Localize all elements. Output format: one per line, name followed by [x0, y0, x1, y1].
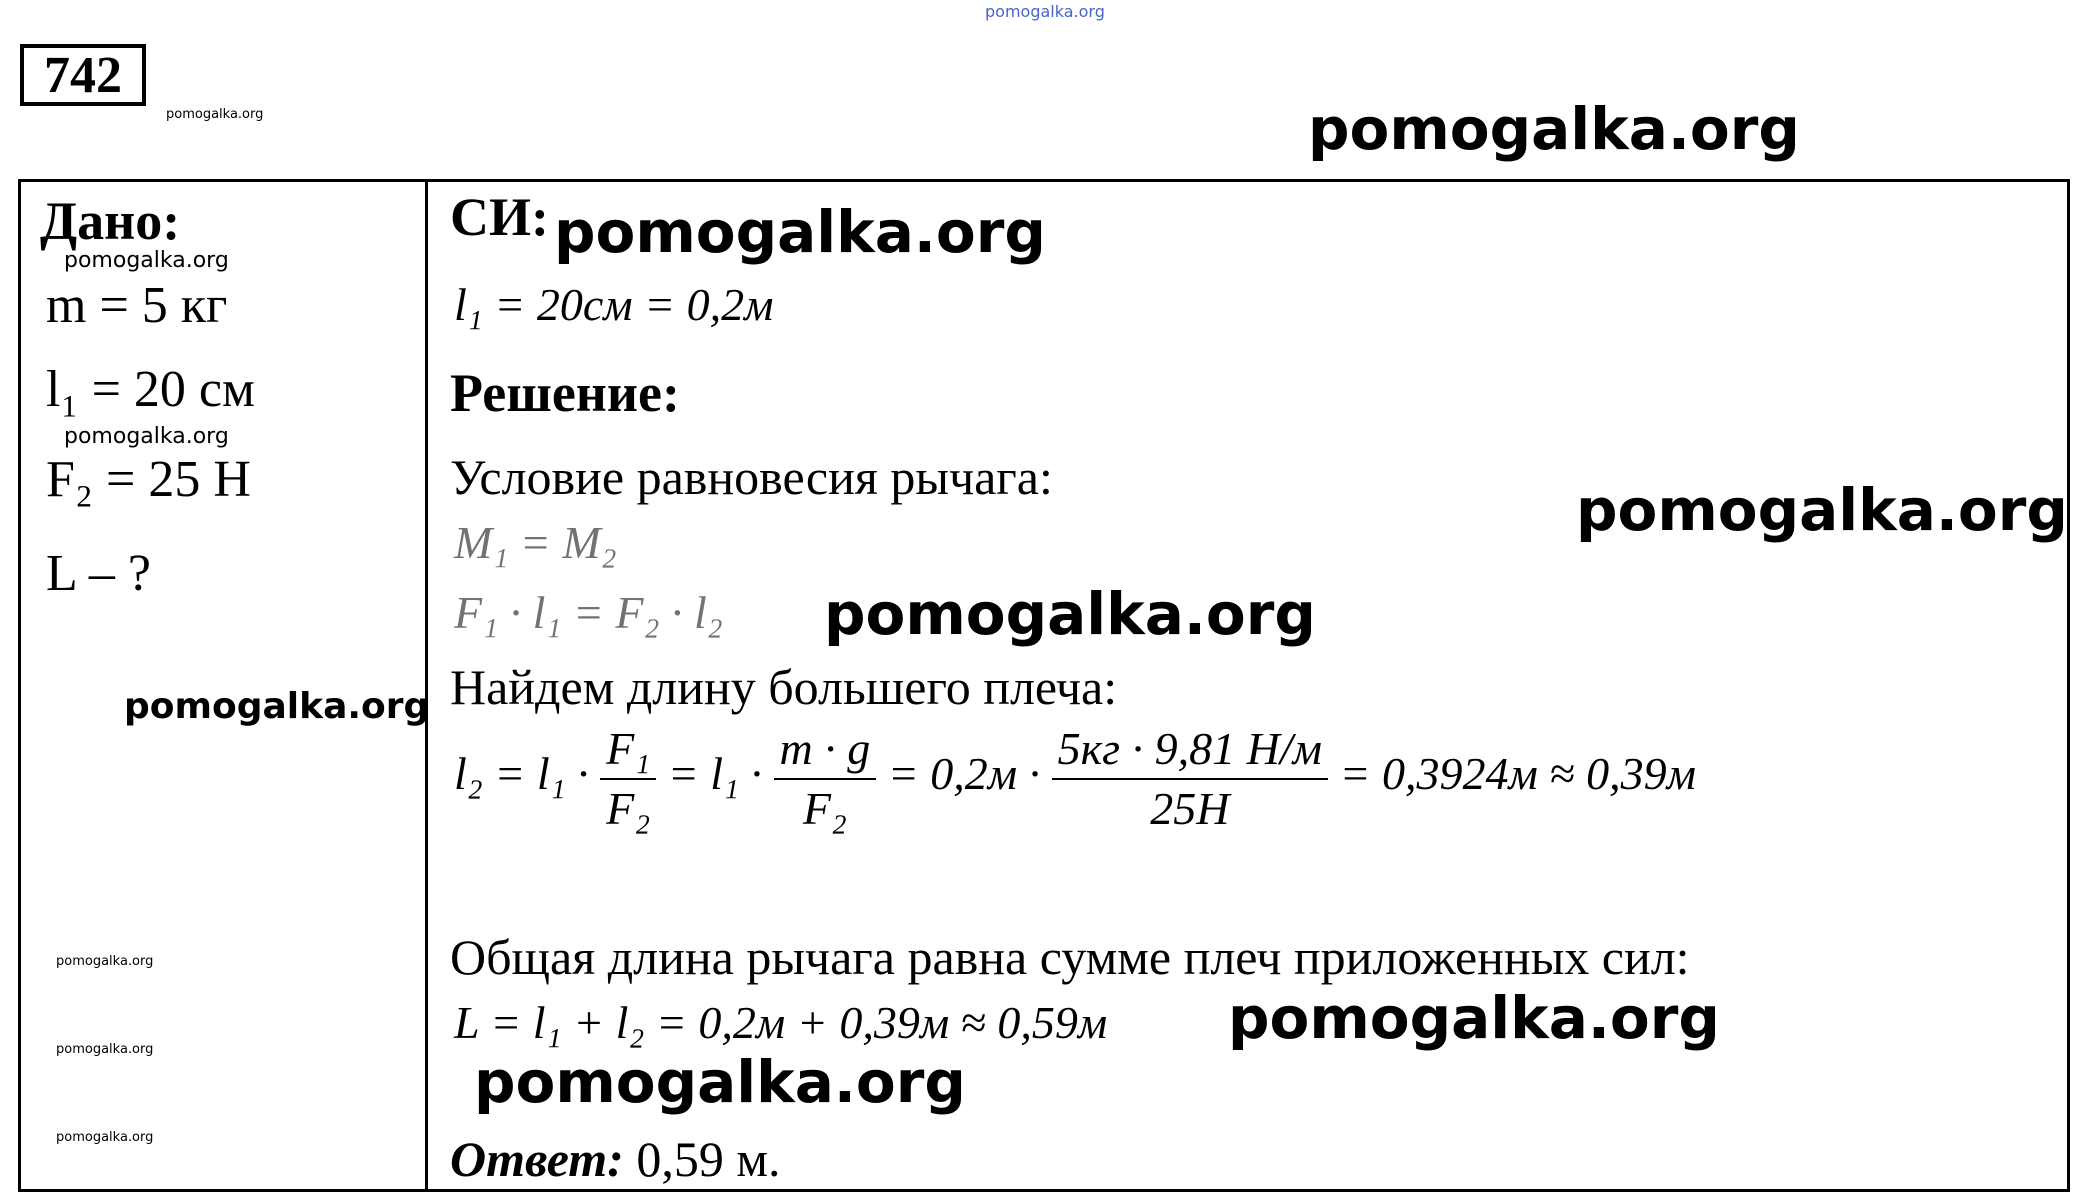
watermark-tiny: pomogalka.org: [166, 107, 264, 122]
watermark-given-a: pomogalka.org: [64, 248, 229, 273]
force-arm-equation: F₁ · l₁ = F₂ · l₂: [454, 587, 723, 638]
given-force: F₂ = 25 Н: [46, 451, 251, 508]
given-length: l₁ = 20 см: [46, 361, 255, 418]
answer-value: 0,59 м.: [636, 1131, 781, 1187]
fraction-forces: [600, 720, 656, 837]
watermark-left-s2: pomogalka.org: [56, 1042, 154, 1057]
total-length-equation: L = l₁ + l₂ = 0,2м + 0,39м ≈ 0,59м: [454, 997, 1108, 1048]
given-mass: m = 5 кг: [46, 277, 228, 334]
watermark-header: pomogalka.org: [1308, 95, 1800, 163]
given-unknown: L – ?: [46, 545, 151, 602]
si-heading: СИ:: [450, 187, 549, 247]
formula-lhs: l₂ = l₁ ·: [454, 748, 589, 800]
watermark-mid: pomogalka.org: [824, 580, 1316, 648]
watermark-left-s1: pomogalka.org: [56, 954, 154, 969]
fraction-weight-numerator: m · g: [774, 720, 877, 780]
watermark-top: pomogalka.org: [985, 2, 1105, 21]
total-length-text: Общая длина рычага равна сумме плеч приложенных сил:: [450, 929, 1690, 985]
find-longer-arm-text: Найдем длину большего плеча:: [450, 659, 1118, 715]
fraction-forces-numerator: F₁: [600, 720, 656, 780]
watermark-formula-right: pomogalka.org: [1228, 984, 1720, 1052]
watermark-left-big: pomogalka.org: [124, 686, 430, 727]
fraction-weight-denominator: F₂: [802, 782, 847, 834]
fraction-values-numerator: 5кг · 9,81 Н/м: [1052, 720, 1328, 780]
watermark-formula-below: pomogalka.org: [474, 1048, 966, 1116]
watermark-si: pomogalka.org: [554, 198, 1046, 266]
fraction-values: [1052, 720, 1328, 837]
fraction-forces-denominator: F₂: [606, 782, 651, 834]
formula-mid: = l₁ ·: [667, 748, 763, 800]
solution-heading: Решение:: [450, 363, 680, 423]
watermark-right: pomogalka.org: [1576, 476, 2068, 544]
watermark-given-b: pomogalka.org: [64, 424, 229, 449]
equilibrium-condition-text: Условие равновесия рычага:: [450, 449, 1053, 505]
watermark-left-s3: pomogalka.org: [56, 1130, 154, 1145]
fraction-weight: [774, 720, 877, 837]
lever-arm-formula: [454, 720, 1696, 837]
moment-equation: M₁ = M₂: [454, 517, 617, 568]
formula-result: = 0,3924м ≈ 0,39м: [1339, 748, 1696, 800]
problem-number: 742: [20, 44, 146, 106]
si-conversion: l₁ = 20см = 0,2м: [454, 279, 774, 330]
formula-mid2: = 0,2м ·: [887, 748, 1041, 800]
answer: [450, 1130, 780, 1188]
given-heading: Дано:: [40, 191, 181, 251]
answer-label: Ответ:: [450, 1131, 624, 1187]
fraction-values-denominator: 25Н: [1150, 782, 1230, 834]
